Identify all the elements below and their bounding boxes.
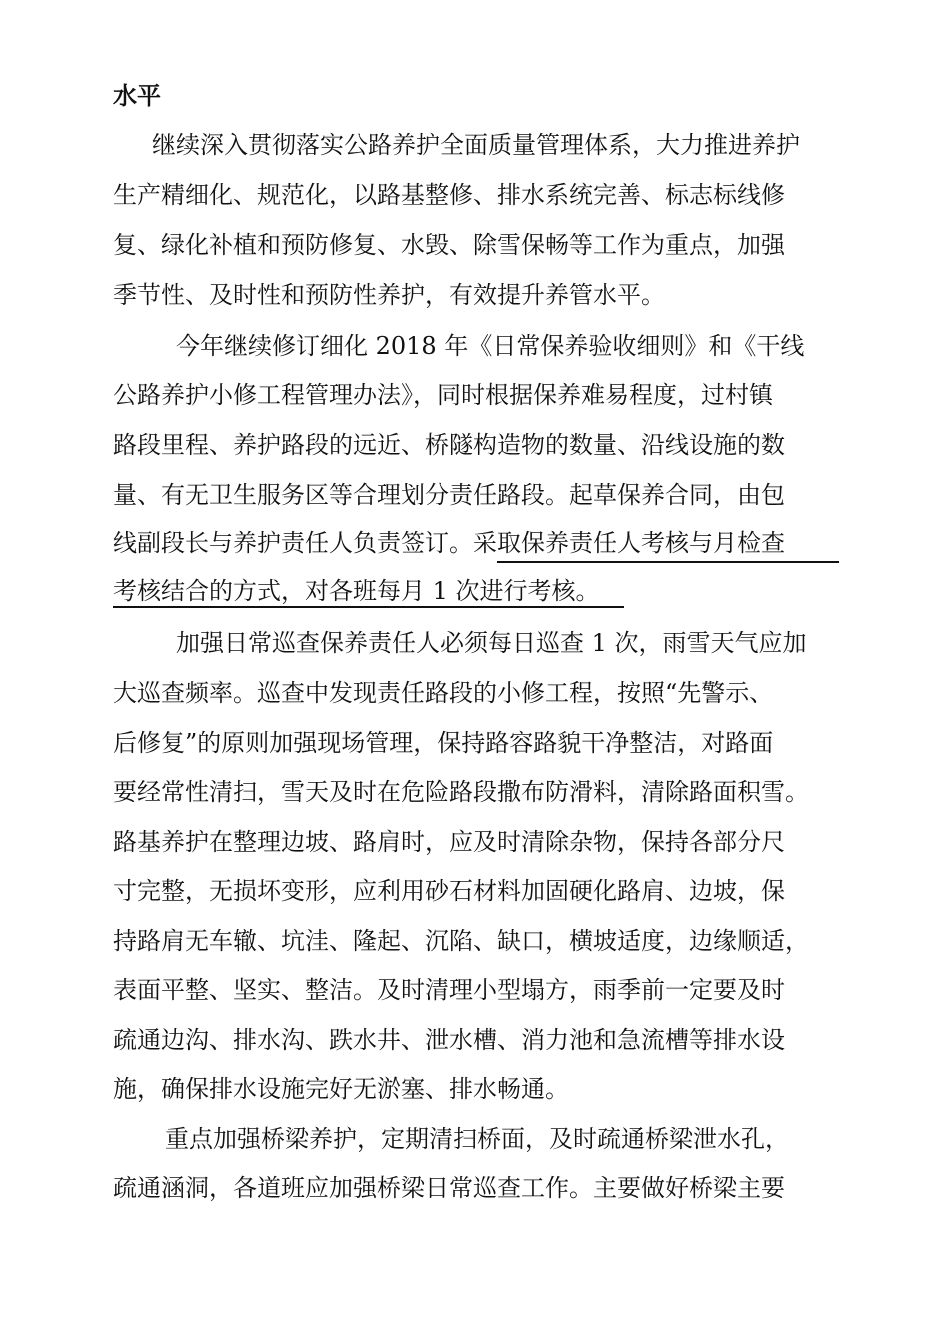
paragraph-2-line-5: 线副段长与养护责任人负责签订。采取保养责任人考核与月检查 — [113, 529, 785, 557]
paragraph-3-line-8: 表面平整、坚实、整洁。及时清理小型塌方，雨季前一定要及时 — [113, 976, 785, 1004]
paragraph-1-line-3: 复、绿化补植和预防修复、水毁、除雪保畅等工作为重点，加强 — [113, 231, 785, 259]
paragraph-1-line-2: 生产精细化、规范化，以路基整修、排水系统完善、标志标线修 — [113, 181, 785, 209]
paragraph-2-line-3: 路段里程、养护路段的远近、桥隧构造物的数量、沿线设施的数 — [113, 431, 785, 459]
paragraph-3-line-3: 后修复”的原则加强现场管理，保持路容路貌干净整洁，对路面 — [113, 729, 774, 757]
paragraph-2-line-2: 公路养护小修工程管理办法》，同时根据保养难易程度，过村镇 — [113, 381, 773, 409]
paragraph-2-line-6: 考核结合的方式，对各班每月 1 次进行考核。 — [113, 577, 600, 605]
paragraph-4-line-2: 疏通涵洞，各道班应加强桥梁日常巡查工作。主要做好桥梁主要 — [113, 1174, 785, 1202]
paragraph-1-line-1: 继续深入贯彻落实公路养护全面质量管理体系，大力推进养护 — [152, 131, 800, 159]
paragraph-3-line-5: 路基养护在整理边坡、路肩时，应及时清除杂物，保持各部分尺 — [113, 828, 785, 856]
paragraph-4-line-1: 重点加强桥梁养护，定期清扫桥面，及时疏通桥梁泄水孔， — [165, 1125, 789, 1153]
paragraph-2-line-1: 今年继续修订细化 2018 年《日常保养验收细则》和《干线 — [176, 332, 805, 360]
section-heading: 水平 — [113, 82, 161, 110]
paragraph-3-line-6: 寸完整，无损坏变形，应利用砂石材料加固硬化路肩、边坡，保 — [113, 877, 785, 905]
paragraph-3-line-9: 疏通边沟、排水沟、跌水井、泄水槽、消力池和急流槽等排水设 — [113, 1026, 785, 1054]
paragraph-1-line-4: 季节性、及时性和预防性养护，有效提升养管水平。 — [113, 281, 665, 309]
paragraph-3-line-10: 施，确保排水设施完好无淤塞、排水畅通。 — [113, 1075, 569, 1103]
paragraph-3-line-2: 大巡查频率。巡查中发现责任路段的小修工程，按照“先警示、 — [113, 679, 774, 707]
text-underline — [497, 561, 839, 563]
text-underline — [113, 606, 624, 608]
paragraph-3-line-4: 要经常性清扫，雪天及时在危险路段撒布防滑料，清除路面积雪。 — [113, 778, 809, 806]
paragraph-2-line-4: 量、有无卫生服务区等合理划分责任路段。起草保养合同，由包 — [113, 481, 785, 509]
paragraph-3-line-1: 加强日常巡查保养责任人必须每日巡查 1 次，雨雪天气应加 — [176, 629, 807, 657]
paragraph-3-line-7: 持路肩无车辙、坑洼、隆起、沉陷、缺口，横坡适度，边缘顺适， — [113, 927, 809, 955]
